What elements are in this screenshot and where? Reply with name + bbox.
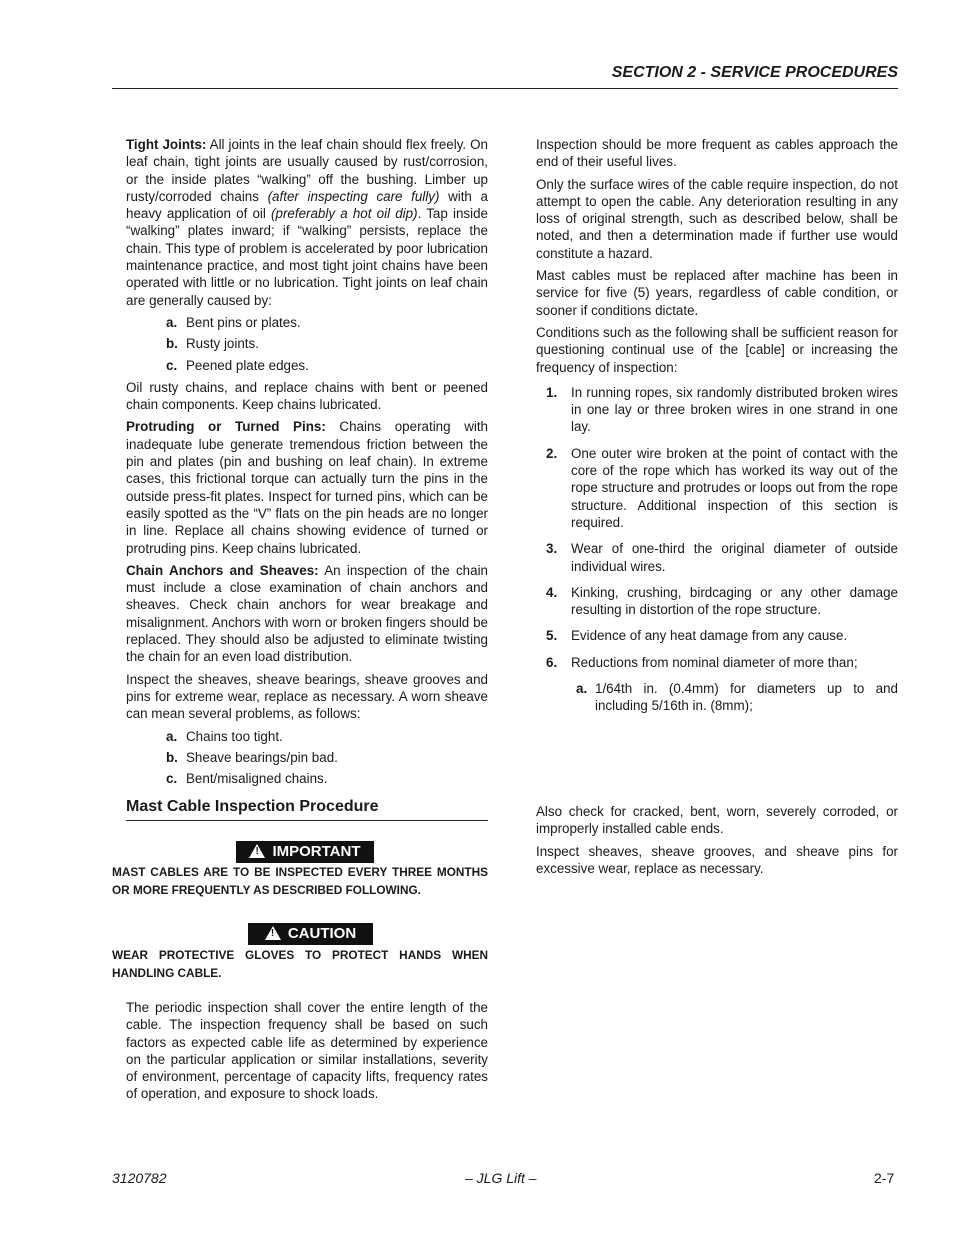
right-column [536,136,898,715]
list-marker: 3. [546,541,558,557]
protruding-pins-text: Chains operating with inadequate lube generate tremendous friction between the pin and plates (pin and bushing on leaf chain). In extreme cases, this frictional torque can actually turn the pins in the outside press-fit plates. Inspect for turned pins, which can be easily spotted as the “V” flats on the pin heads are no longer in line. Replace all chains showing evidence of turned or protruding pins. Keep chains lubricated. [126,419,489,556]
list-marker: b. [166,336,178,352]
warning-triangle-icon: ! [249,844,265,858]
list-item-text: In running ropes, six randomly distributed broken wires in one lay or three broken wires in one strand in one lay. [571,384,898,435]
section-header [112,64,898,89]
right-lower-block [536,803,898,882]
list-marker: b. [166,749,178,765]
chain-anchors-paragraph [126,562,488,666]
list-item [536,384,898,436]
important-label: IMPORTANT [272,843,361,860]
list-marker: a. [166,314,178,330]
mast-cable-heading: Mast Cable Inspection Procedure [126,798,488,821]
list-item [126,728,488,745]
list-item-text: Sheave bearings/pin bad. [186,749,338,765]
list-item [536,445,898,531]
tight-joints-text-2: with a heavy application of oil [126,188,488,222]
tight-joints-text-3: . Tap inside “walking” plates inward; if “walking” persists, replace the chain. This type of problem is accelerated by poor lubrication maintenance practice, and most tight joint chains have been operated with little or no lubrication. Tight joints on leaf chain are generally caused by: [126,206,488,308]
cable-ends-paragraph: Also check for cracked, bent, worn, severely corroded, or improperly installed cable ends. [536,804,898,837]
list-item-text: Reductions from nominal diameter of more than; [571,654,858,670]
list-item-text: Wear of one-third the original diameter of outside individual wires. [571,541,898,574]
list-item [536,680,898,715]
list-marker: 4. [546,584,558,600]
list-marker: 6. [546,654,558,670]
list-item-text: Bent pins or plates. [186,314,301,330]
tight-joints-paragraph [126,136,488,309]
list-marker: c. [166,771,178,787]
section-title: SECTION 2 - SERVICE PROCEDURES [611,64,898,81]
protruding-pins-paragraph [126,418,488,556]
oil-rusty-paragraph: Oil rusty chains, and replace chains with bent or peened chain components. Keep chains lubricated. [126,379,488,413]
tight-joints-italic-2: (preferably a hot oil dip) [271,206,418,222]
caution-badge [248,923,373,945]
list-item [126,314,488,331]
footer-page-number: 2-7 [874,1170,895,1186]
list-marker: c. [166,357,178,373]
sheaves-inspect-paragraph: Inspect the sheaves, sheave bearings, sheave grooves and pins for extreme wear, replace as necessary. A worn sheave can mean several problems, as follows: [126,671,488,722]
list-item [126,357,488,374]
list-item-text: One outer wire broken at the point of contact with the core of the rope which has worked its way out of the rope structure and protrudes or loops out from the rope structure. Additional inspection of this section is required. [571,445,898,530]
list-item [536,540,898,575]
warning-triangle-icon: ! [265,926,281,940]
important-badge [236,841,374,863]
list-item [126,335,488,352]
chain-anchors-text: An inspection of the chain must include a close examination of chain anchors and sheaves. Check chain anchors for wear breakage and misalignment. Anchors with worn or broken fingers should be replaced. They should also be adjusted to eliminate twisting the chain for an even load distribution. [126,562,488,665]
list-marker: a. [166,728,178,744]
list-item-text: Kinking, crushing, birdcaging or any other damage resulting in distortion of the rope structure. [571,584,898,618]
list-marker: a. [576,681,588,697]
inspection-frequency-paragraph: Inspection should be more frequent as cables approach the end of their useful lives. [536,137,898,170]
important-text: MAST CABLES ARE TO BE INSPECTED EVERY THREE MONTHS OR MORE FREQUENTLY AS DESCRIBED FOLLOWING. [112,865,488,897]
caution-label: CAUTION [287,925,357,942]
list-marker: 5. [546,628,558,644]
list-item-text: Chains too tight. [186,728,283,744]
list-marker: 1. [546,384,558,400]
list-item-text: Bent/misaligned chains. [186,771,328,787]
list-item-text: Evidence of any heat damage from any cause. [571,628,848,644]
causes-list [126,314,488,374]
list-item [126,770,488,787]
diameter-sublist [536,680,898,715]
sheave-wear-paragraph: Inspect sheaves, sheave grooves, and sheave pins for excessive wear, replace as necessary. [536,843,898,876]
conditions-list [536,384,898,671]
tight-joints-italic-1: (after inspecting care fully) [267,188,440,204]
list-item-text: Peened plate edges. [186,357,309,373]
conditions-intro-paragraph: Conditions such as the following shall be sufficient reason for questioning continual use of the [cable] or increasing the frequency of inspection: [536,324,898,375]
list-item [536,654,898,671]
footer-doc-number: 3120782 [112,1170,167,1186]
left-column [126,136,488,792]
problems-list [126,728,488,788]
protruding-pins-label: Protruding or Turned Pins: [126,419,326,435]
list-item-text: Rusty joints. [186,336,259,352]
tight-joints-text-1: All joints in the leaf chain should flex freely. On leaf chain, tight joints are usually caused by rust/corrosion, or the inside plates “walking” off the bushing. Limber up rusty/corroded chains [126,137,489,204]
tight-joints-label: Tight Joints: [126,137,207,152]
list-item [536,627,898,644]
caution-text: WEAR PROTECTIVE GLOVES TO PROTECT HANDS WHEN HANDLING CABLE. [112,948,488,980]
footer-center: – JLG Lift – [465,1170,537,1186]
replacement-paragraph: Mast cables must be replaced after machine has been in service for five (5) years, regardless of cable condition, or sooner if conditions dictate. [536,268,898,318]
surface-wires-paragraph: Only the surface wires of the cable require inspection, do not attempt to open the cable. Any deterioration resulting in any loss of original strength, such as described below, shall be noted, and then a determination made if further use would constitute a hazard. [536,176,898,261]
list-marker: 2. [546,445,558,461]
list-item [126,749,488,766]
chain-anchors-label: Chain Anchors and Sheaves: [126,562,319,578]
list-item-text: 1/64th in. (0.4mm) for diameters up to and including 5/16th in. (8mm); [595,681,898,714]
list-item [536,584,898,619]
periodic-inspection-paragraph: The periodic inspection shall cover the entire length of the cable. The inspection frequency shall be based on such factors as expected cable life as determined by experience on the particular application or similar installations, severity of environment, percentage of capacity lifts, frequency rates of operation, and exposure to shock loads. [126,1000,488,1102]
